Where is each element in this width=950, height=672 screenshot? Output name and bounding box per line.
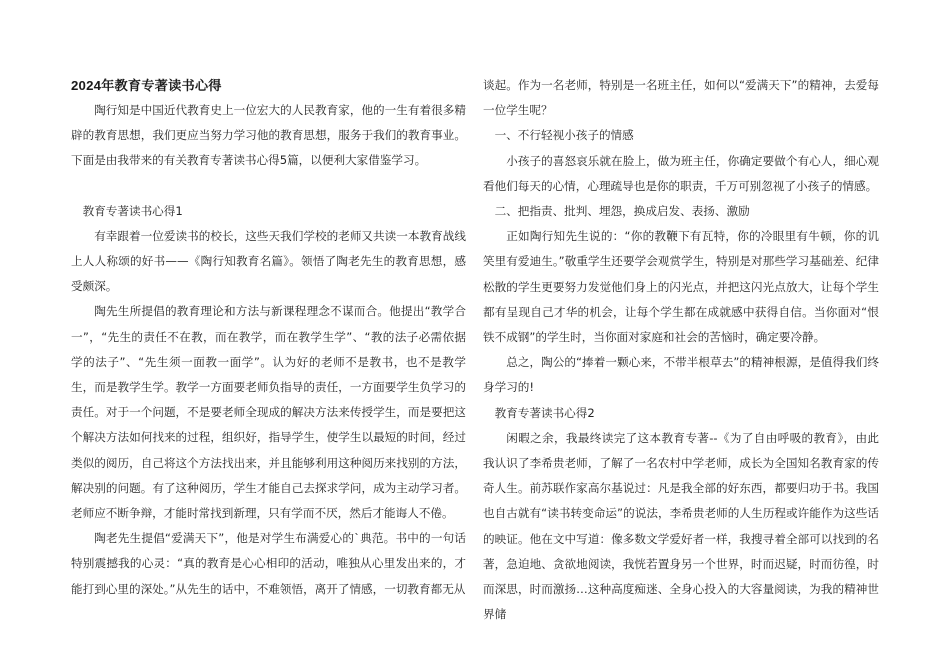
document-title: 2024年教育专著读书心得	[71, 78, 222, 93]
paragraph: 总之，陶公的“捧着一颗心来，不带半根草去”的精神根源，是值得我们终身学习的!	[483, 355, 879, 395]
intro-paragraph: 陶行知是中国近代教育史上一位宏大的人民教育家，他的一生有着很多精辟的教育思想，我们更应当努力学习他的教育思想，服务于我们的教育事业。下面是由我带来的有关教育专著读书心得5篇，以便利大家借鉴学习。	[71, 103, 466, 168]
paragraph: 有幸跟着一位爱读书的校长，这些天我们学校的老师又共读一本教育战线上人人称颂的好书——《陶行知教育名篇》。领悟了陶老先生的教育思想，感受颇深。	[71, 228, 466, 294]
left-column	[71, 73, 466, 602]
paragraph-continuation: 谈起。作为一名老师，特别是一名班主任，如何以“爱满天下”的精神，去爱每一位学生呢？	[483, 78, 879, 118]
section-heading-1: 教育专著读书心得1	[82, 203, 183, 218]
blank-line	[71, 174, 466, 199]
paragraph: 陶老先生提倡“爱满天下”，他是对学生布满爱心的`典范。书中的一句话特别震撼我的心灵：“真的教育是心心相印的活动，唯独从心里发出来的，才能打到心里的深处。”从先生的话中，不难领悟，离开了情感，一切教育都无从	[71, 531, 466, 596]
paragraph: 闲暇之余，我最终读完了这本教育专著--《为了自由呼吸的教育》，由此我认识了李希贵老师，了解了一名农村中学老师，成长为全国知名教育家的传奇人生。前苏联作家高尔基说过：凡是我全部的好东西，都要归功于书。我国也自古就有“读书转变命运”的说法，李希贵老师的人生历程或许能作为这些话的映证。他在文中写道：像多数文学爱好者一样，我搜寻着全部可以找到的名著，急迫地、贪欲地阅读，我恍若置身另一个世界，时而迟疑，时而彷徨，时而深思，时而激扬…这种高度痴迷、全身心投入的大容量阅读，为我的精神世界储	[483, 430, 879, 622]
section-heading-2: 教育专著读书心得2	[494, 405, 595, 420]
paragraph: 陶先生所提倡的教育理论和方法与新课程理念不谋而合。他提出“教学合一”，“先生的责任不在教，而在教学，而在教学生学”、“教的法子必需依据学的法子”、“先生须一面教一面学”。认为好的老师不是教书，也不是教学生，而是教学生学。教学一方面要老师负指导的责任，一方面要学生负学习的责任。对于一个问题，不是要老师全现成的解决方法来传授学生，而是要把这个解决方法如何找来的过程，组织好，指导学生，使学生以最短的时间，经过类似的阅历，自己将这个方法找出来，并且能够利用这种阅历来找别的方法，解决别的问题。有了这种阅历，学生才能自己去探求学问，成为主动学习者。老师应不断争辩，才能时常找到新理，只有学而不厌，然后才能诲人不倦。	[71, 304, 466, 521]
paragraph: 正如陶行知先生说的：“你的教鞭下有瓦特，你的冷眼里有牛顿，你的讥笑里有爱迪生。”敬重学生还要学会观赏学生，特别是对那些学习基础差、纪律松散的学生更要努力发觉他们身上的闪光点，并把这闪光点放大，让每个学生都有呈现自己才华的机会，让每个学生都在成就感中获得自信。当你面对“恨铁不成钢”的学生时，当你面对家庭和社会的苦恼时，确定要冷静。	[483, 229, 879, 345]
right-column	[483, 73, 879, 627]
subheading-1: 一、不行轻视小孩子的情感	[494, 128, 634, 143]
paragraph: 小孩子的喜怒哀乐就在脸上，做为班主任，你确定要做个有心人，细心观看他们每天的心情，心理疏导也是你的职责，千万可别忽视了小孩子的情感。	[483, 153, 879, 193]
subheading-2: 二、把指责、批判、埋怨，换成启发、表扬、激励	[494, 204, 750, 219]
